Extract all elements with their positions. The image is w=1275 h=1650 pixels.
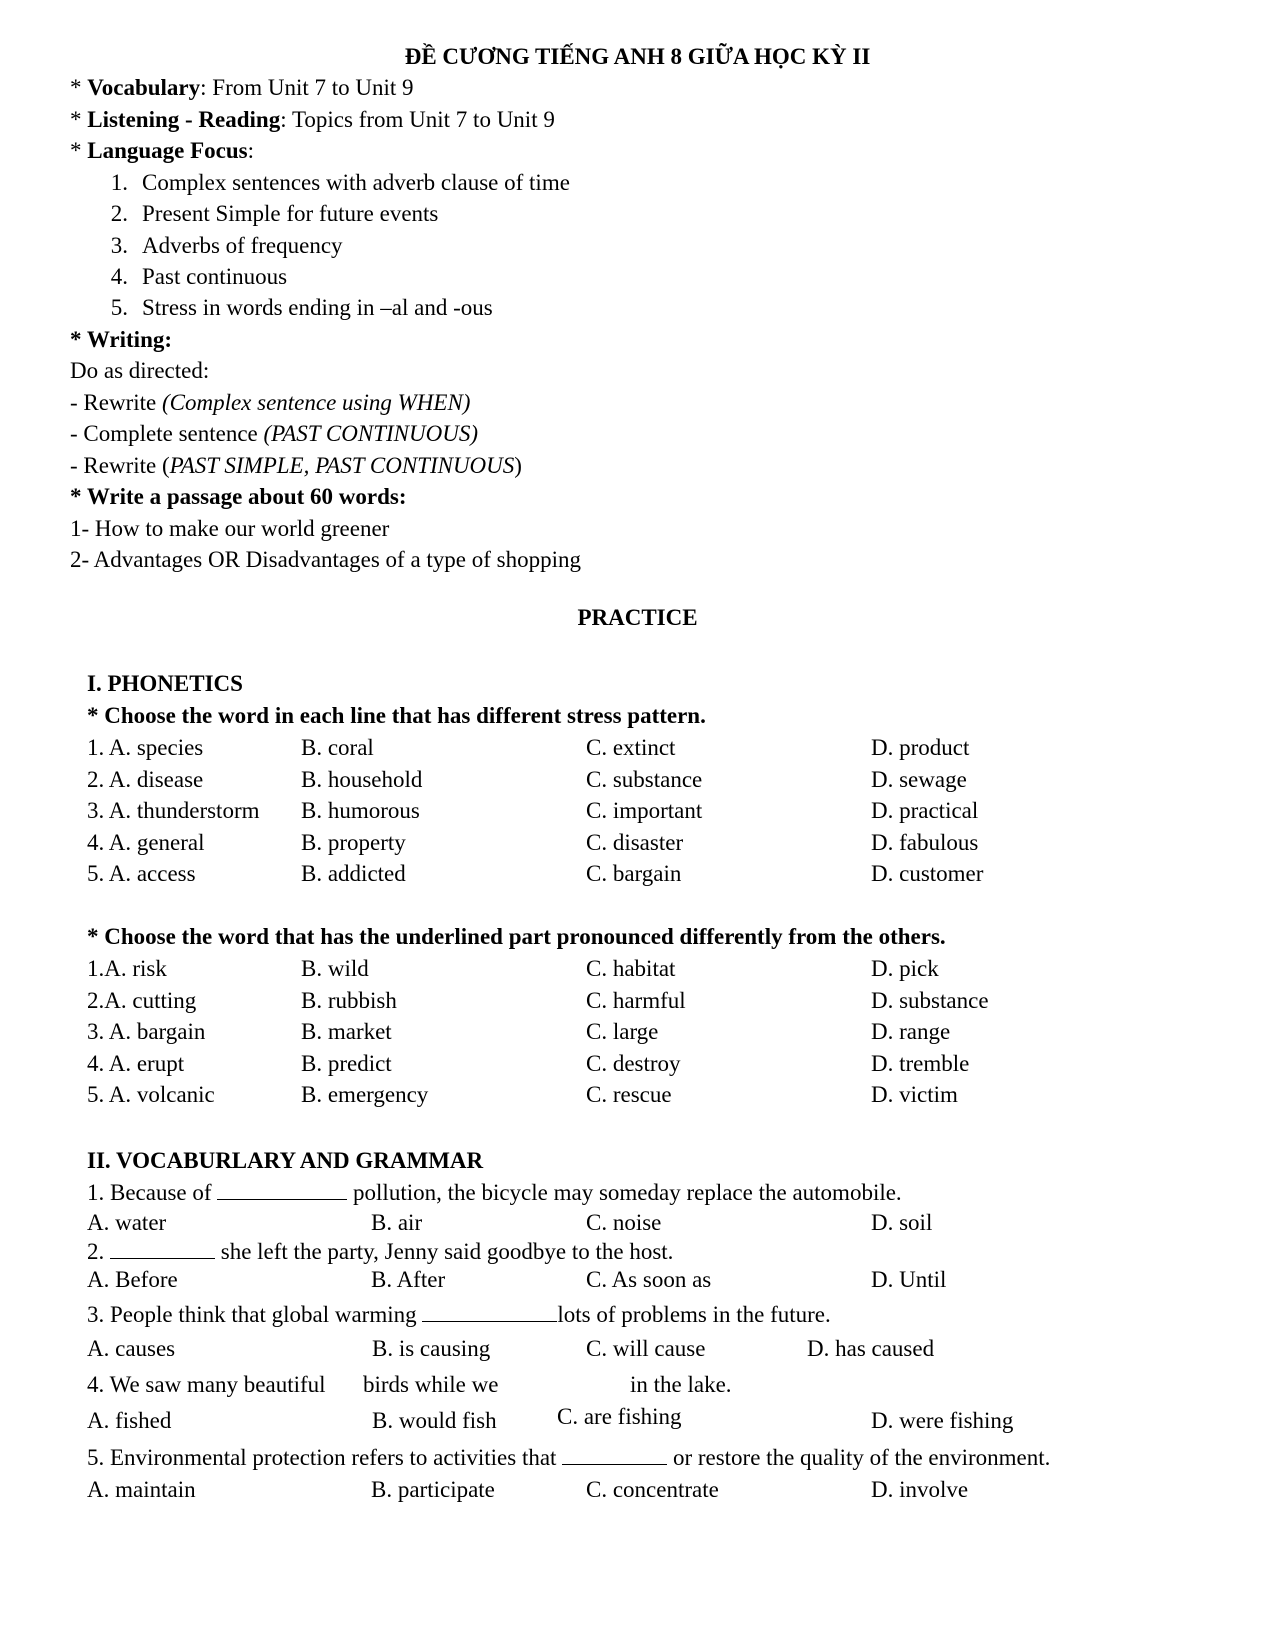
option-c: C. disaster xyxy=(586,830,684,855)
option-c: C. important xyxy=(586,798,703,823)
passage-topic: 1- How to make our world greener xyxy=(70,516,390,541)
language-focus-label: Language Focus xyxy=(87,138,248,163)
practice-heading: PRACTICE xyxy=(577,605,698,630)
option-c: C. rescue xyxy=(586,1082,672,1107)
answer-blank xyxy=(562,1444,667,1465)
option-c: C. are fishing xyxy=(557,1404,682,1429)
question-4-part-3: in the lake. xyxy=(630,1372,732,1397)
option-d: D. sewage xyxy=(871,767,967,792)
option-b: B. air xyxy=(371,1210,423,1235)
option-d: D. Until xyxy=(871,1267,947,1292)
option-b: B. participate xyxy=(371,1477,495,1502)
option-d: D. practical xyxy=(871,798,979,823)
writing-heading: * Writing: xyxy=(70,327,173,352)
language-item: 4. Past continuous xyxy=(110,264,288,289)
option-b: B. wild xyxy=(301,956,369,981)
option-a: A. causes xyxy=(87,1336,176,1361)
option-b: B. coral xyxy=(301,735,374,760)
option-b: B. property xyxy=(301,830,406,855)
answer-blank xyxy=(422,1301,557,1322)
option-b: B. household xyxy=(301,767,423,792)
do-as-directed: Do as directed: xyxy=(70,358,210,383)
option-b: B. is causing xyxy=(372,1336,491,1361)
option-a: 5. A. access xyxy=(87,861,196,886)
option-a: 1. A. species xyxy=(87,735,204,760)
option-b: B. addicted xyxy=(301,861,406,886)
option-a: 1.A. risk xyxy=(87,956,167,981)
option-b: B. predict xyxy=(301,1051,392,1076)
answer-blank xyxy=(217,1179,347,1200)
option-d: D. pick xyxy=(871,956,939,981)
language-item: 5. Stress in words ending in –al and -ous xyxy=(110,295,493,320)
phonetics-heading: I. PHONETICS xyxy=(87,671,243,696)
option-a: 2.A. cutting xyxy=(87,988,197,1013)
question-4-part-2: birds while we xyxy=(363,1372,499,1397)
option-d: D. product xyxy=(871,735,970,760)
option-a: 2. A. disease xyxy=(87,767,204,792)
option-b: B. emergency xyxy=(301,1082,429,1107)
option-b: B. would fish xyxy=(372,1408,497,1433)
answer-blank xyxy=(110,1238,215,1259)
vocabulary-label: Vocabulary xyxy=(87,75,201,100)
option-b: B. market xyxy=(301,1019,392,1044)
option-a: A. Before xyxy=(87,1267,178,1292)
passage-heading: * Write a passage about 60 words: xyxy=(70,484,407,509)
option-d: D. fabulous xyxy=(871,830,979,855)
option-d: D. soil xyxy=(871,1210,933,1235)
question-3: 3. People think that global warming lots of problems in the future. xyxy=(87,1302,831,1327)
option-a: 3. A. bargain xyxy=(87,1019,206,1044)
option-a: A. water xyxy=(87,1210,167,1235)
option-c: C. extinct xyxy=(586,735,676,760)
language-item: 2. Present Simple for future events xyxy=(110,201,439,226)
stress-instruction: * Choose the word in each line that has different stress pattern. xyxy=(87,703,706,728)
option-d: D. has caused xyxy=(807,1336,935,1361)
option-d: D. victim xyxy=(871,1082,958,1107)
option-a: 4. A. general xyxy=(87,830,205,855)
language-item: 3. Adverbs of frequency xyxy=(110,233,343,258)
option-c: C. As soon as xyxy=(586,1267,712,1292)
question-2: 2. she left the party, Jenny said goodbye to the host. xyxy=(87,1239,674,1264)
option-c: C. harmful xyxy=(586,988,686,1013)
directive-line: - Complete sentence (PAST CONTINUOUS) xyxy=(70,421,479,446)
option-b: B. rubbish xyxy=(301,988,397,1013)
option-d: D. customer xyxy=(871,861,984,886)
option-d: D. involve xyxy=(871,1477,969,1502)
option-c: C. will cause xyxy=(586,1336,706,1361)
vocabulary-text: : From Unit 7 to Unit 9 xyxy=(200,75,414,100)
option-b: B. humorous xyxy=(301,798,420,823)
option-c: C. habitat xyxy=(586,956,676,981)
option-c: C. concentrate xyxy=(586,1477,719,1502)
question-1: 1. Because of pollution, the bicycle may someday replace the automobile. xyxy=(87,1180,902,1205)
option-c: C. destroy xyxy=(586,1051,681,1076)
listening-label: Listening - Reading xyxy=(87,107,281,132)
option-d: D. substance xyxy=(871,988,989,1013)
passage-topic: 2- Advantages OR Disadvantages of a type of shopping xyxy=(70,547,582,572)
listening-text: : Topics from Unit 7 to Unit 9 xyxy=(280,107,555,132)
option-c: C. substance xyxy=(586,767,703,792)
vocab-grammar-heading: II. VOCABURLARY AND GRAMMAR xyxy=(87,1148,484,1173)
language-item: 1. Complex sentences with adverb clause of time xyxy=(110,170,570,195)
option-c: C. large xyxy=(586,1019,659,1044)
option-c: C. bargain xyxy=(586,861,682,886)
option-d: D. range xyxy=(871,1019,951,1044)
directive-line: - Rewrite (Complex sentence using WHEN) xyxy=(70,390,471,415)
directive-line: - Rewrite (PAST SIMPLE, PAST CONTINUOUS) xyxy=(70,453,522,478)
document-title: ĐỀ CƯƠNG TIẾNG ANH 8 GIỮA HỌC KỲ II xyxy=(404,44,871,69)
option-a: A. fished xyxy=(87,1408,172,1433)
question-5: 5. Environmental protection refers to activities that or restore the quality of the environment. xyxy=(87,1445,1051,1470)
option-a: 3. A. thunderstorm xyxy=(87,798,260,823)
sound-instruction: * Choose the word that has the underlined part pronounced differently from the others. xyxy=(87,924,946,949)
option-b: B. After xyxy=(371,1267,446,1292)
option-d: D. tremble xyxy=(871,1051,970,1076)
listening-line: * Listening - Reading: Topics from Unit 7 to Unit 9 xyxy=(70,107,555,132)
option-a: 4. A. erupt xyxy=(87,1051,185,1076)
option-c: C. noise xyxy=(586,1210,662,1235)
option-a: A. maintain xyxy=(87,1477,196,1502)
option-d: D. were fishing xyxy=(871,1408,1014,1433)
vocabulary-line: * Vocabulary: From Unit 7 to Unit 9 xyxy=(70,75,414,100)
option-a: 5. A. volcanic xyxy=(87,1082,215,1107)
language-focus-line: * Language Focus: xyxy=(70,138,255,163)
question-4-part-1: 4. We saw many beautiful xyxy=(87,1372,326,1397)
